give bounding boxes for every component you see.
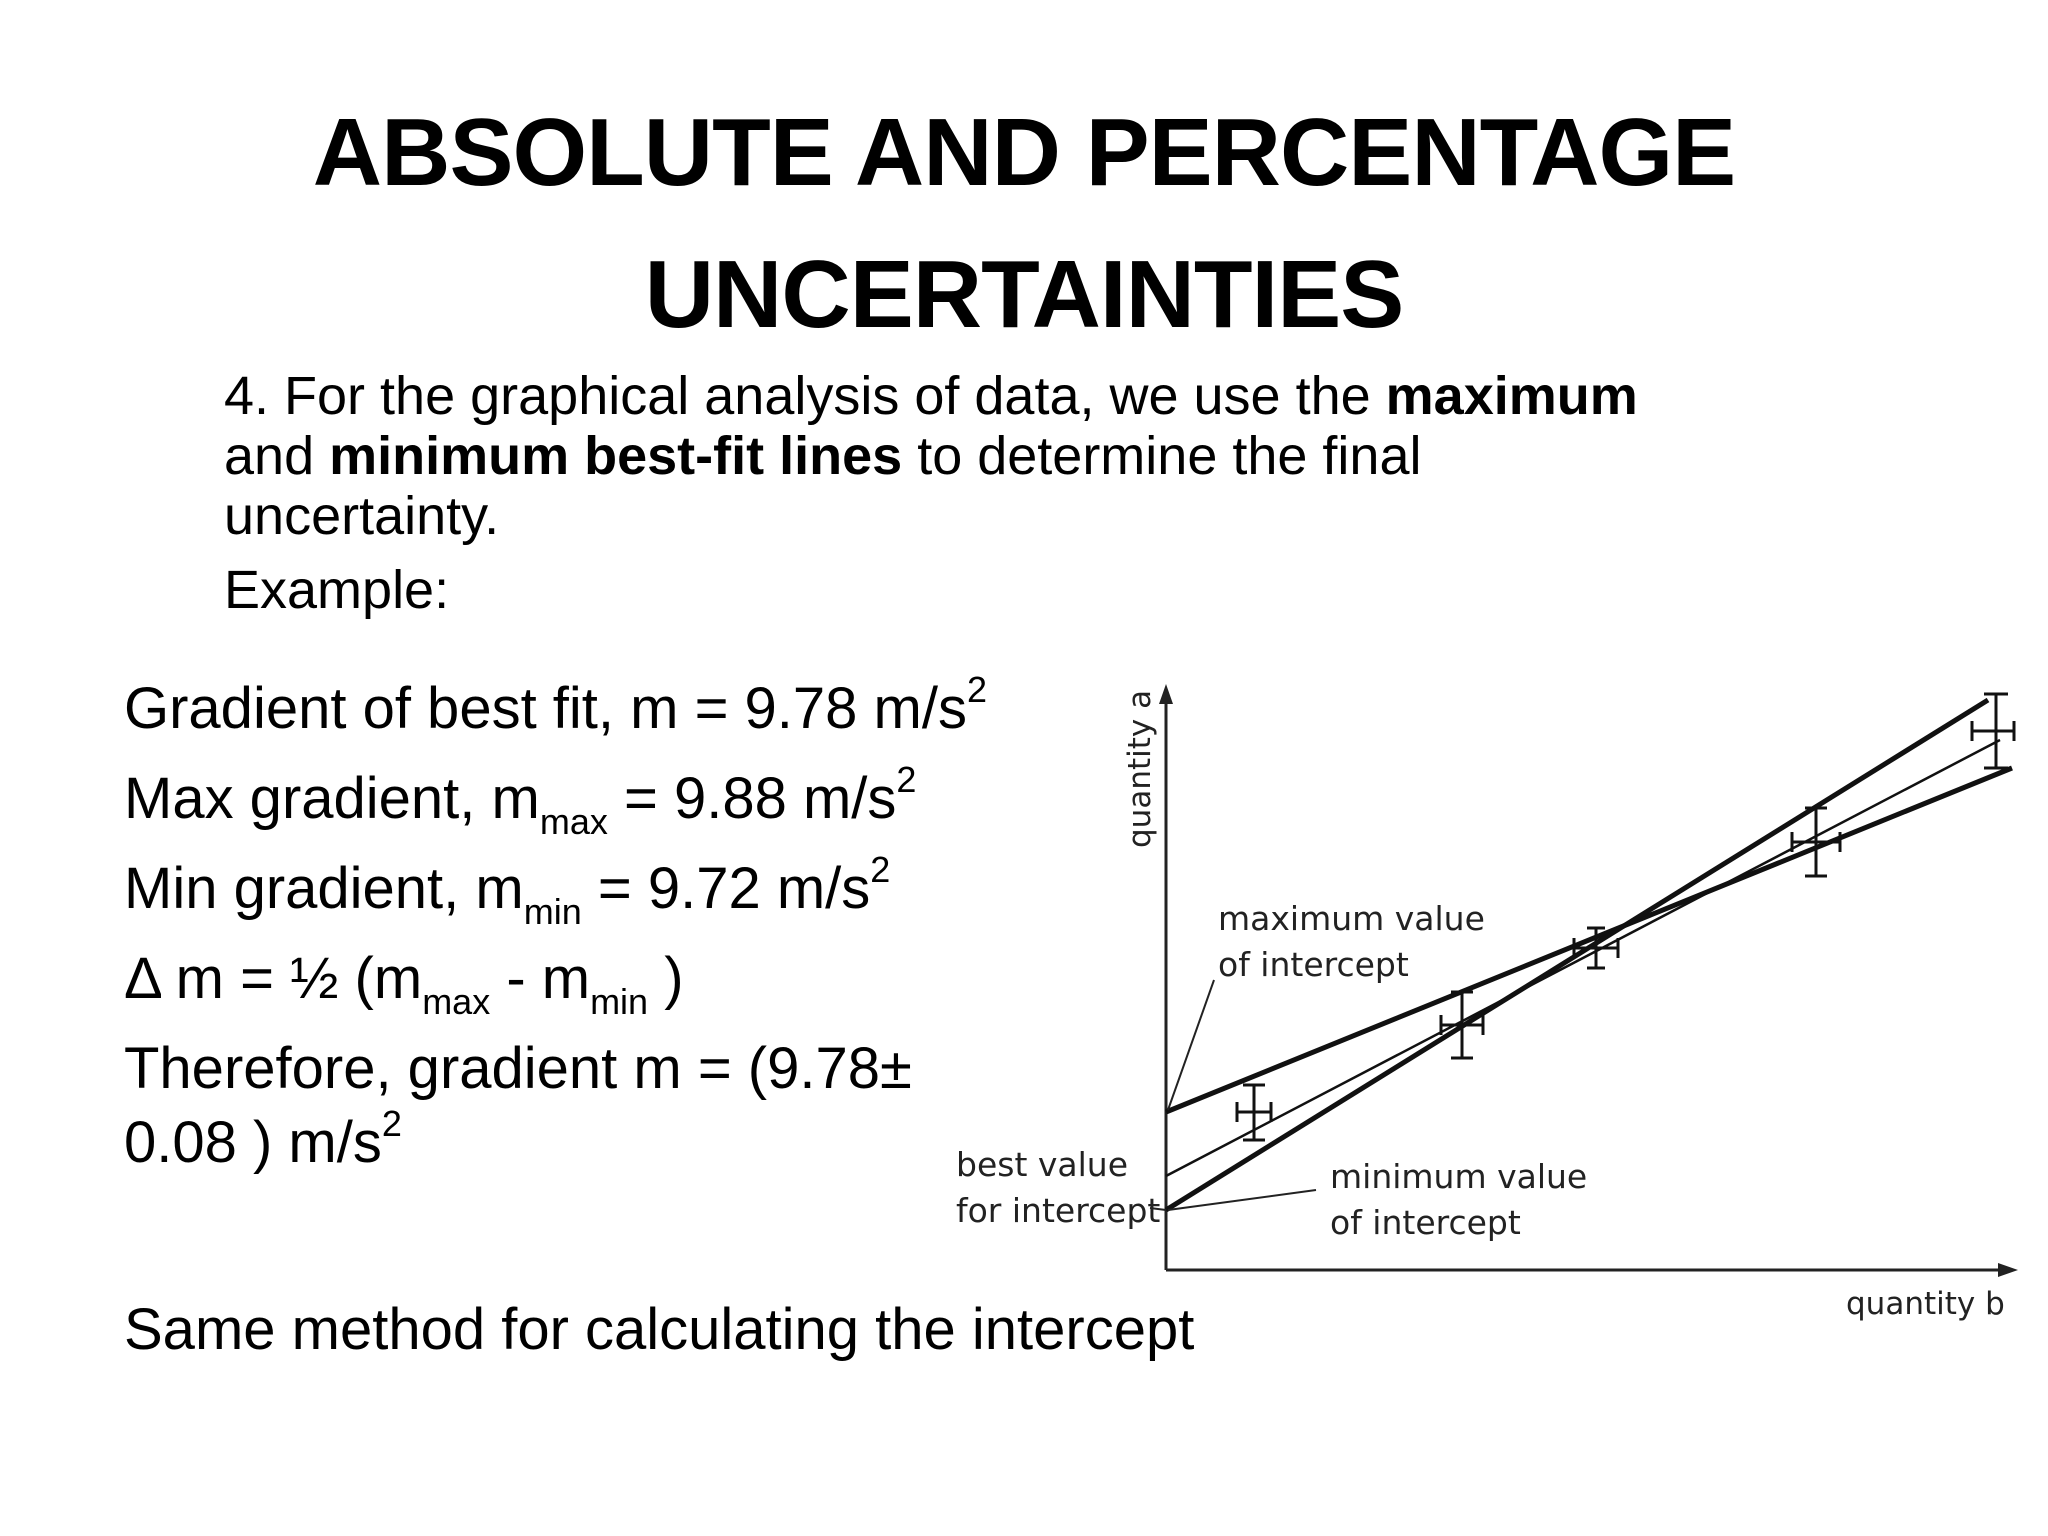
y-axis-arrow-icon [1159, 684, 1173, 704]
x-axis-arrow-icon [1998, 1263, 2018, 1277]
data-point-1 [1237, 1085, 1271, 1140]
delta-sub-min: min [590, 981, 649, 1022]
title-line-1: ABSOLUTE AND PERCENTAGE [312, 99, 1736, 206]
delta-sub-max: max [422, 981, 491, 1022]
best-intercept-label-line-2: for intercept [956, 1191, 1161, 1230]
delta-pre: Δ m = ½ (m [124, 946, 423, 1011]
min-intercept-label-line-2: of intercept [1330, 1203, 1521, 1242]
max-post: = 9.88 m/s [607, 766, 897, 831]
max-sub: max [539, 801, 608, 842]
min-sup: 2 [870, 849, 891, 890]
intro-text-e: to determine the final uncertainty. [224, 426, 1422, 546]
max-intercept-leader [1168, 980, 1214, 1110]
x-axis-label: quantity b [1846, 1286, 2005, 1322]
closing-note: Same method for calculating the intercept [124, 1297, 1195, 1362]
data-point-2 [1441, 992, 1483, 1058]
therefore-text: Therefore, gradient m = (9.78± 0.08 ) m/s [124, 1036, 912, 1175]
max-pre: Max gradient, m [124, 766, 540, 831]
max-sup: 2 [896, 759, 917, 800]
delta-mid: - m [490, 946, 591, 1011]
min-post: = 9.72 m/s [581, 856, 871, 921]
intro-text-a: 4. For the graphical analysis of data, we use the [224, 366, 1386, 426]
max-intercept-label-line-2: of intercept [1218, 945, 1409, 984]
intro-text-c: and [224, 426, 330, 486]
maximum-intercept-line [1166, 768, 2012, 1112]
min-sub: min [523, 891, 582, 932]
min-pre: Min gradient, m [124, 856, 524, 921]
y-axis-label: quantity a [1122, 689, 1158, 848]
intro-example: Example: [224, 560, 450, 620]
best-fit-sup: 2 [966, 669, 988, 710]
best-intercept-label-line-1: best value [956, 1145, 1129, 1184]
title-line-2: UNCERTAINTIES [644, 241, 1404, 348]
min-intercept-label-line-1: minimum value [1330, 1157, 1588, 1196]
intro-bold-maximum: maximum [1385, 366, 1638, 426]
intro-bold-minimum: minimum best-fit lines [329, 426, 903, 486]
delta-post: ) [648, 946, 684, 1011]
best-fit-text: Gradient of best fit, m = 9.78 m/s [124, 676, 967, 741]
max-intercept-label-line-1: maximum value [1218, 899, 1485, 938]
therefore-sup: 2 [381, 1103, 402, 1144]
